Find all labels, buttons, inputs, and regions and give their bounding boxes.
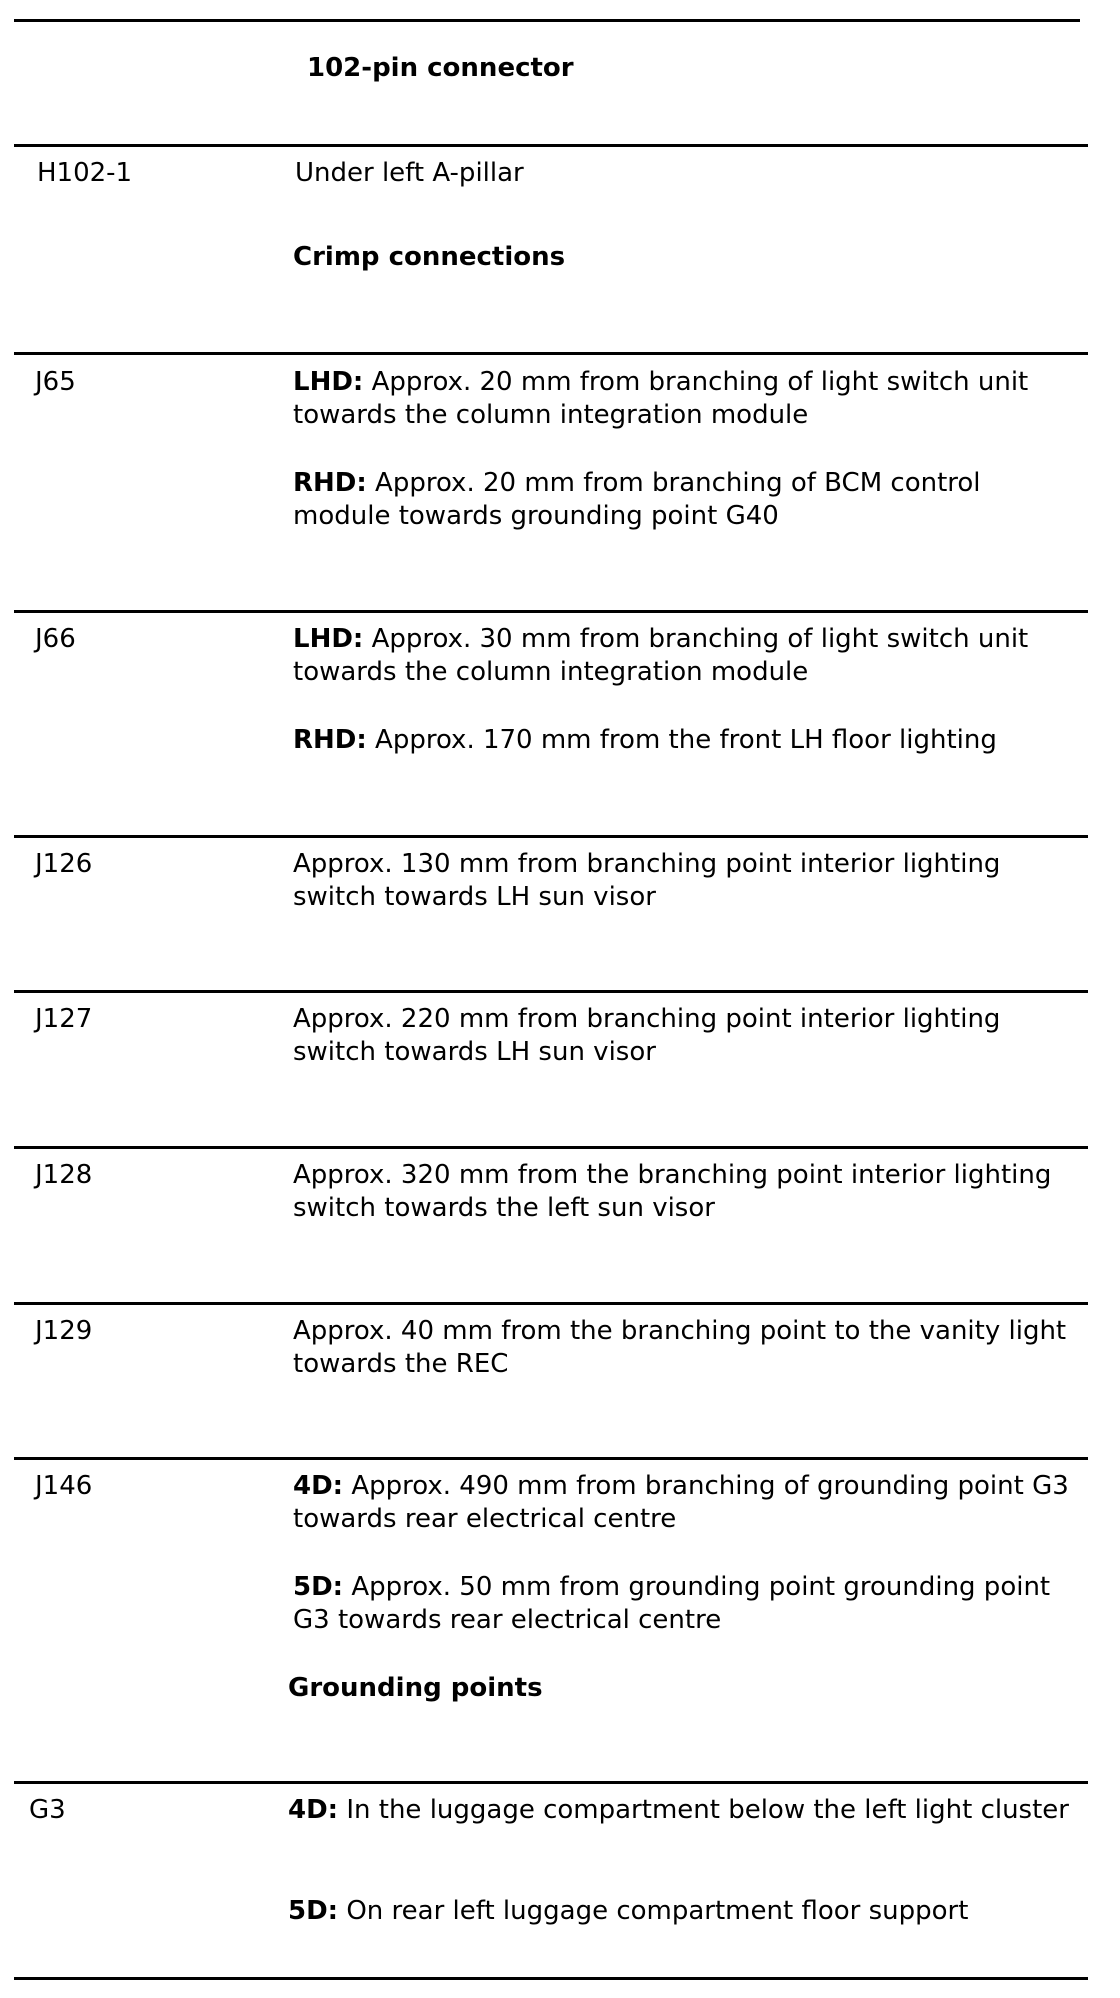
row-id: J127 xyxy=(35,1004,93,1034)
divider xyxy=(14,1302,1088,1305)
divider xyxy=(14,1457,1088,1460)
row-id: J65 xyxy=(35,367,76,397)
variant-text: Approx. 30 mm from branching of light switch unit towards the column integration module xyxy=(293,624,1029,687)
variant-text: Approx. 490 mm from branching of grounding point G3 towards rear electrical centre xyxy=(293,1471,1069,1534)
row-text: Approx. 130 mm from branching point interior lighting switch towards LH sun visor xyxy=(293,849,1001,912)
divider xyxy=(14,352,1088,355)
variant-text: Approx. 170 mm from the front LH floor lighting xyxy=(375,725,997,755)
variant-label: RHD: xyxy=(293,468,367,498)
row-id: J128 xyxy=(35,1160,93,1190)
row-id: J146 xyxy=(35,1471,93,1501)
variant-label: RHD: xyxy=(293,725,367,755)
divider xyxy=(14,1781,1088,1784)
section-title-grounding: Grounding points xyxy=(288,1673,543,1703)
row-text: Under left A-pillar xyxy=(295,158,524,188)
variant-label: LHD: xyxy=(293,367,364,397)
row-paragraph xyxy=(293,366,1083,432)
row-id: J129 xyxy=(35,1316,93,1346)
divider xyxy=(14,144,1088,147)
row-paragraph xyxy=(288,1895,1078,1928)
variant-text: On rear left luggage compartment floor support xyxy=(346,1896,969,1926)
row-paragraph xyxy=(293,1470,1083,1536)
variant-text: Approx. 50 mm from grounding point grounding point G3 towards rear electrical centre xyxy=(293,1572,1051,1635)
section-title-connector: 102-pin connector xyxy=(307,53,574,83)
variant-label: 5D: xyxy=(288,1896,339,1926)
divider xyxy=(14,610,1088,613)
variant-text: In the luggage compartment below the left light cluster xyxy=(346,1795,1069,1825)
row-text: Approx. 220 mm from branching point interior lighting switch towards LH sun visor xyxy=(293,1004,1001,1067)
row-text: Approx. 40 mm from the branching point to the vanity light towards the REC xyxy=(293,1316,1067,1379)
row-paragraph xyxy=(293,724,1083,757)
variant-label: LHD: xyxy=(293,624,364,654)
divider xyxy=(14,835,1088,838)
divider xyxy=(14,1146,1088,1149)
section-title-crimp: Crimp connections xyxy=(293,242,566,272)
variant-text: Approx. 20 mm from branching of light switch unit towards the column integration module xyxy=(293,367,1029,430)
row-id: J126 xyxy=(35,849,93,879)
divider xyxy=(14,1977,1088,1980)
variant-label: 5D: xyxy=(293,1572,344,1602)
divider xyxy=(14,19,1080,22)
variant-text: Approx. 20 mm from branching of BCM control module towards grounding point G40 xyxy=(293,468,981,531)
row-id: H102-1 xyxy=(37,158,133,188)
row-paragraph xyxy=(293,1571,1083,1637)
row-text: Approx. 320 mm from the branching point interior lighting switch towards the left sun visor xyxy=(293,1160,1052,1223)
row-id: G3 xyxy=(29,1795,66,1825)
variant-label: 4D: xyxy=(293,1471,344,1501)
divider xyxy=(14,990,1088,993)
row-paragraph xyxy=(293,623,1083,689)
row-paragraph xyxy=(288,1794,1078,1827)
row-id: J66 xyxy=(35,624,76,654)
variant-label: 4D: xyxy=(288,1795,339,1825)
row-paragraph xyxy=(293,467,1083,533)
